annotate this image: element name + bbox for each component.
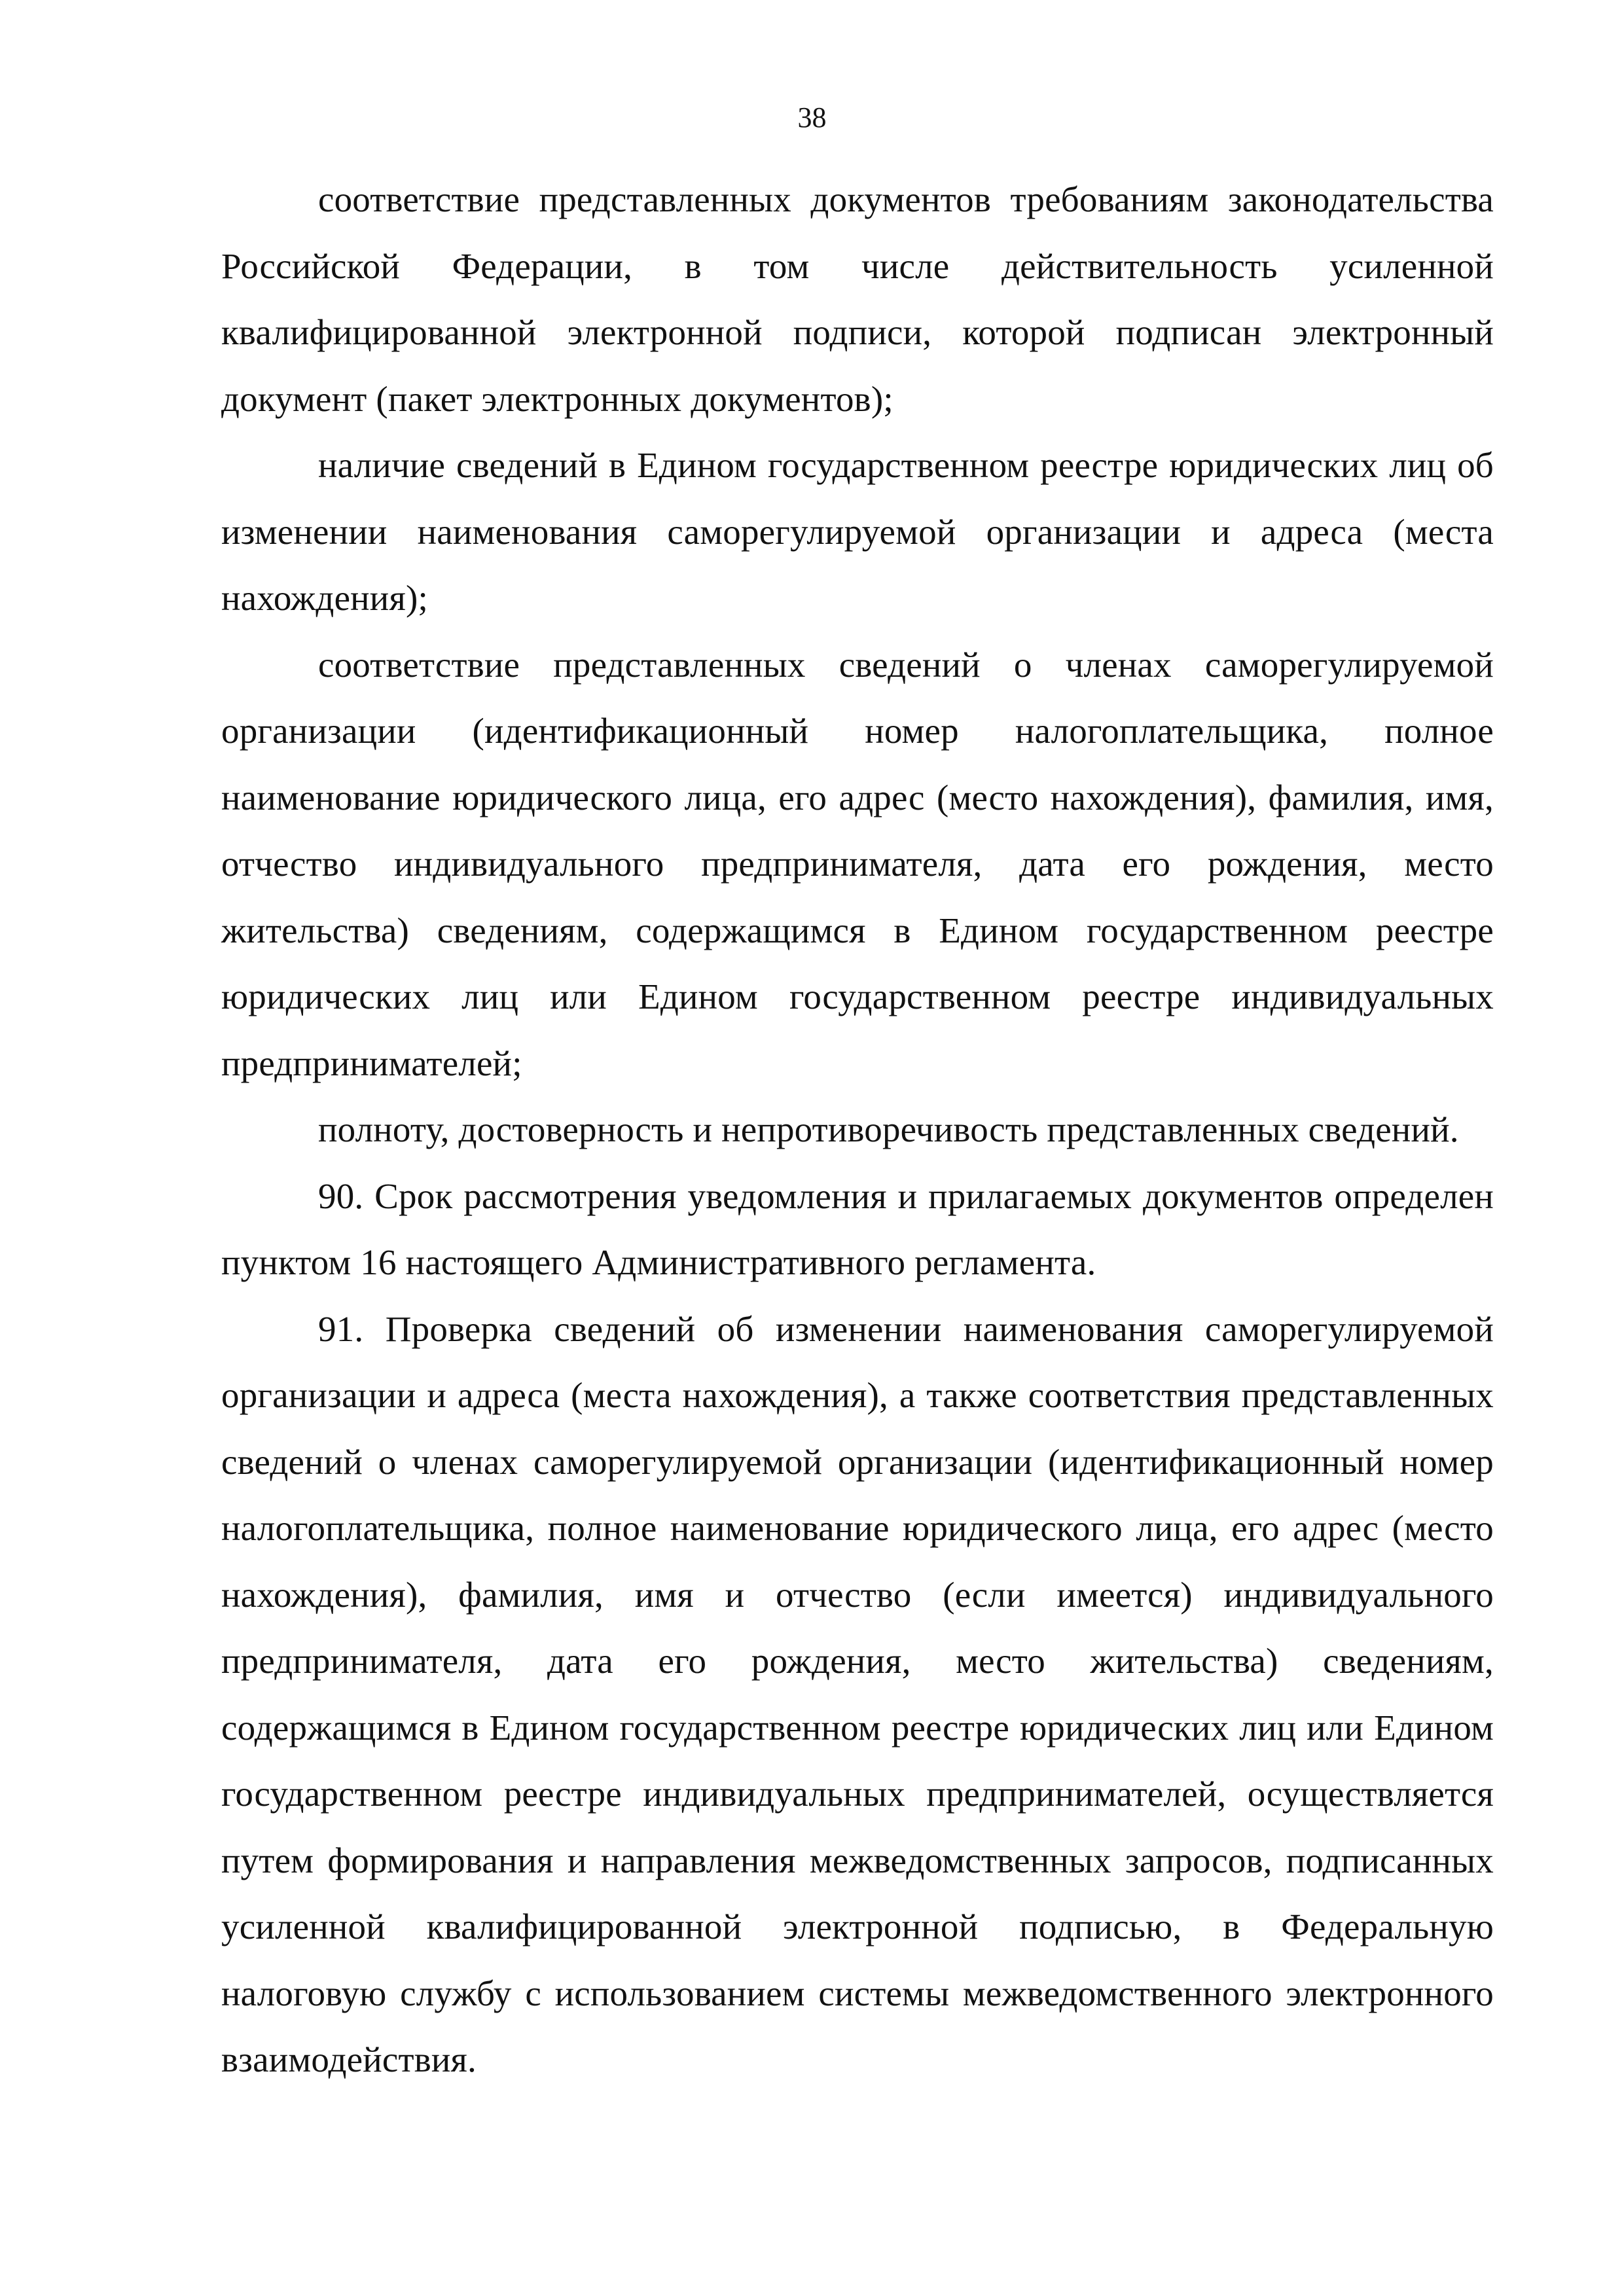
paragraph-completeness: полноту, достоверность и непротиворечивость представленных сведений. — [318, 1109, 1459, 1149]
paragraph-members-info: соответствие представленных сведений о членах саморегулируемой организации (идентификационный номер налогоплательщика, полное наименование юридического лица, его адрес (место нахождения), фамилия, имя, отчество индивидуального предпринимателя, дата его рождения, место жительства) сведениям, содержащимся в Едином государственном реестре юридических лиц или Едином государственном реестре индивидуальных предпринимателей; — [221, 644, 1494, 1083]
paragraph-compliance-documents: соответствие представленных документов требованиям законодательства Российской Федерации, в том числе действительность усиленной квалифицированной электронной подписи, которой подписан электронный документ (пакет электронных документов); — [221, 179, 1494, 419]
page-number: 38 — [797, 101, 827, 134]
paragraph-item-91: 91. Проверка сведений об изменении наименования саморегулируемой организации и адреса (места нахождения), а также соответствия представленных сведений о членах саморегулируемой организации (идентификационный номер налогоплательщика, полное наименование юридического лица, его адрес (место нахождения), фамилия, имя и отчество (если имеется) индивидуального предпринимателя, дата его рождения, место жительства) сведениям, содержащимся в Едином государственном реестре юридических лиц или Едином государственном реестре индивидуальных предпринимателей, осуществляется путем формирования и направления межведомственных запросов, подписанных усиленной квалифицированной электронной подписью, в Федеральную налоговую службу с использованием системы межведомственного электронного взаимодействия. — [221, 1308, 1494, 2079]
paragraph-egrul-info: наличие сведений в Едином государственном реестре юридических лиц об изменении наименования саморегулируемой организации и адреса (места нахождения); — [221, 445, 1494, 618]
document-body — [221, 166, 1494, 2093]
paragraph-item-90: 90. Срок рассмотрения уведомления и прилагаемых документов определен пунктом 16 настоящего Административного регламента. — [221, 1175, 1494, 1282]
